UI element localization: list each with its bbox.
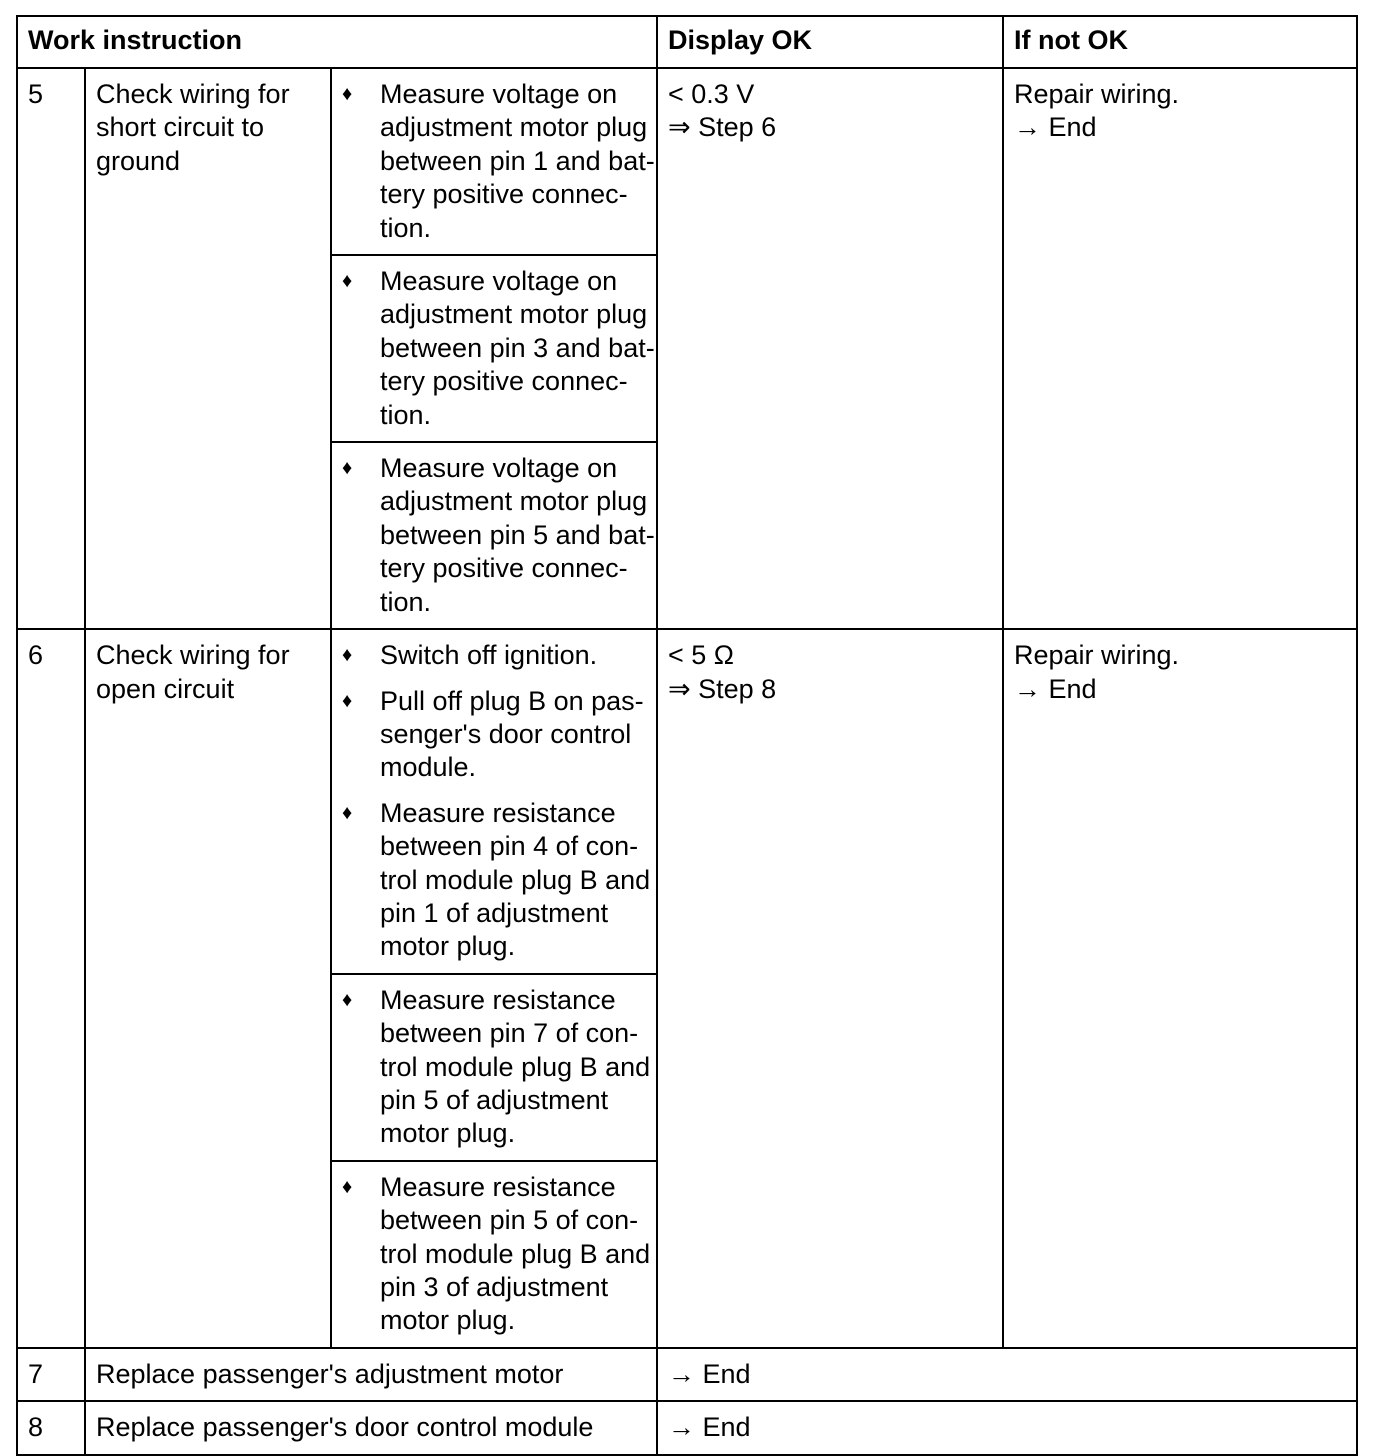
action-text-line: pin 5 of adjustment: [380, 1084, 609, 1115]
action-text-line: tion.: [380, 399, 432, 430]
display-ok-cell: [657, 629, 1003, 1348]
step-instruction: Replace passenger's door control module: [85, 1401, 657, 1454]
action-text-line: trol module plug B and: [380, 1051, 651, 1082]
action-text-line: Measure voltage on: [380, 453, 618, 484]
display-ok-value: < 0.3 V: [668, 79, 755, 109]
action-text-line: module.: [380, 752, 477, 783]
action-text-line: between pin 5 of con-: [380, 1205, 639, 1236]
action-cell: [331, 629, 657, 974]
diamond-bullet-icon: ♦: [342, 270, 353, 293]
diamond-bullet-icon: ♦: [342, 689, 353, 712]
action-item: [342, 265, 655, 432]
action-cell: [331, 1161, 657, 1348]
action-text-line: tery positive connec-: [380, 179, 628, 210]
table-row-step-8: [17, 1401, 1357, 1454]
step-title-line: ground: [96, 145, 181, 176]
header-display-ok: Display OK: [657, 16, 1003, 68]
action-text-line: Measure resistance: [380, 1171, 616, 1202]
action-text-line: between pin 3 and bat-: [380, 332, 655, 363]
step-result: → End: [657, 1348, 1357, 1401]
action-text-line: motor plug.: [380, 1305, 516, 1336]
action-text-line: between pin 1 and bat-: [380, 145, 655, 176]
action-text-line: senger's door control: [380, 718, 632, 749]
header-row: [17, 16, 1357, 68]
diamond-bullet-icon: ♦: [342, 801, 353, 824]
table-row-step-6: [17, 629, 1357, 974]
action-text-line: Measure voltage on: [380, 79, 618, 109]
action-item: [342, 78, 655, 245]
action-item: [342, 639, 646, 672]
step-number: 7: [17, 1348, 85, 1401]
diamond-bullet-icon: ♦: [342, 1175, 353, 1198]
action-text-line: tion.: [380, 586, 432, 617]
action-text-line: between pin 5 and bat-: [380, 519, 655, 550]
step-title: [85, 68, 331, 629]
diamond-bullet-icon: ♦: [342, 457, 353, 480]
diamond-bullet-icon: ♦: [342, 988, 353, 1011]
action-item: [342, 984, 651, 1151]
action-cell: [331, 255, 657, 442]
action-text-line: Measure voltage on: [380, 266, 618, 297]
step-title-line: short circuit to: [96, 112, 265, 143]
action-text-line: adjustment motor plug: [380, 486, 648, 517]
step-title: [85, 629, 331, 1348]
display-ok-next: ⇒ Step 8: [668, 673, 777, 704]
action-item: [342, 685, 646, 785]
if-not-ok-cell: [1003, 629, 1357, 1348]
if-not-ok-next: → End: [1014, 673, 1097, 704]
if-not-ok-next: → End: [1014, 112, 1097, 143]
action-item: [342, 452, 655, 619]
step-number: 5: [17, 68, 85, 629]
step-number: 6: [17, 629, 85, 1348]
action-text-line: motor plug.: [380, 1118, 516, 1149]
action-text-line: trol module plug B and: [380, 864, 651, 895]
step-title-line: open circuit: [96, 673, 235, 704]
action-text-line: Pull off plug B on pas-: [380, 685, 644, 716]
display-ok-next: ⇒ Step 6: [668, 112, 777, 143]
action-text-line: tery positive connec-: [380, 366, 628, 397]
step-result: → End: [657, 1401, 1357, 1454]
action-text-line: Measure resistance: [380, 984, 616, 1015]
display-ok-value: < 5 Ω: [668, 640, 734, 671]
header-if-not-ok: If not OK: [1003, 16, 1357, 68]
if-not-ok-action: Repair wiring.: [1014, 79, 1180, 109]
diamond-bullet-icon: ♦: [342, 83, 353, 105]
action-text-line: Measure resistance: [380, 797, 616, 828]
step-number: 8: [17, 1401, 85, 1454]
step-instruction: Replace passenger's adjustment motor: [85, 1348, 657, 1401]
diamond-bullet-icon: ♦: [342, 644, 353, 667]
table-row-step-7: [17, 1348, 1357, 1401]
action-text-line: tion.: [380, 212, 432, 243]
action-text-line: pin 1 of adjustment: [380, 897, 609, 928]
action-text-line: pin 3 of adjustment: [380, 1272, 609, 1302]
action-cell: [331, 442, 657, 629]
work-instruction-table: [16, 15, 1358, 1456]
action-text-line: adjustment motor plug: [380, 299, 648, 330]
action-text-line: between pin 7 of con-: [380, 1018, 639, 1049]
action-cell: [331, 68, 657, 255]
action-text-line: motor plug.: [380, 931, 516, 962]
step-title-line: Check wiring for: [96, 79, 290, 109]
table-row-step-5: [17, 68, 1357, 255]
action-text-line: trol module plug B and: [380, 1238, 651, 1269]
action-item: [342, 1171, 651, 1338]
step-title-line: Check wiring for: [96, 640, 290, 671]
if-not-ok-action: Repair wiring.: [1014, 640, 1180, 671]
header-work-instruction: Work instruction: [17, 16, 657, 68]
action-text-line: adjustment motor plug: [380, 112, 648, 143]
action-cell: [331, 974, 657, 1161]
action-item: [342, 797, 651, 964]
action-text-line: between pin 4 of con-: [380, 831, 639, 862]
display-ok-cell: [657, 68, 1003, 629]
if-not-ok-cell: [1003, 68, 1357, 629]
action-text-line: Switch off ignition.: [380, 640, 598, 671]
action-text-line: tery positive connec-: [380, 553, 628, 584]
